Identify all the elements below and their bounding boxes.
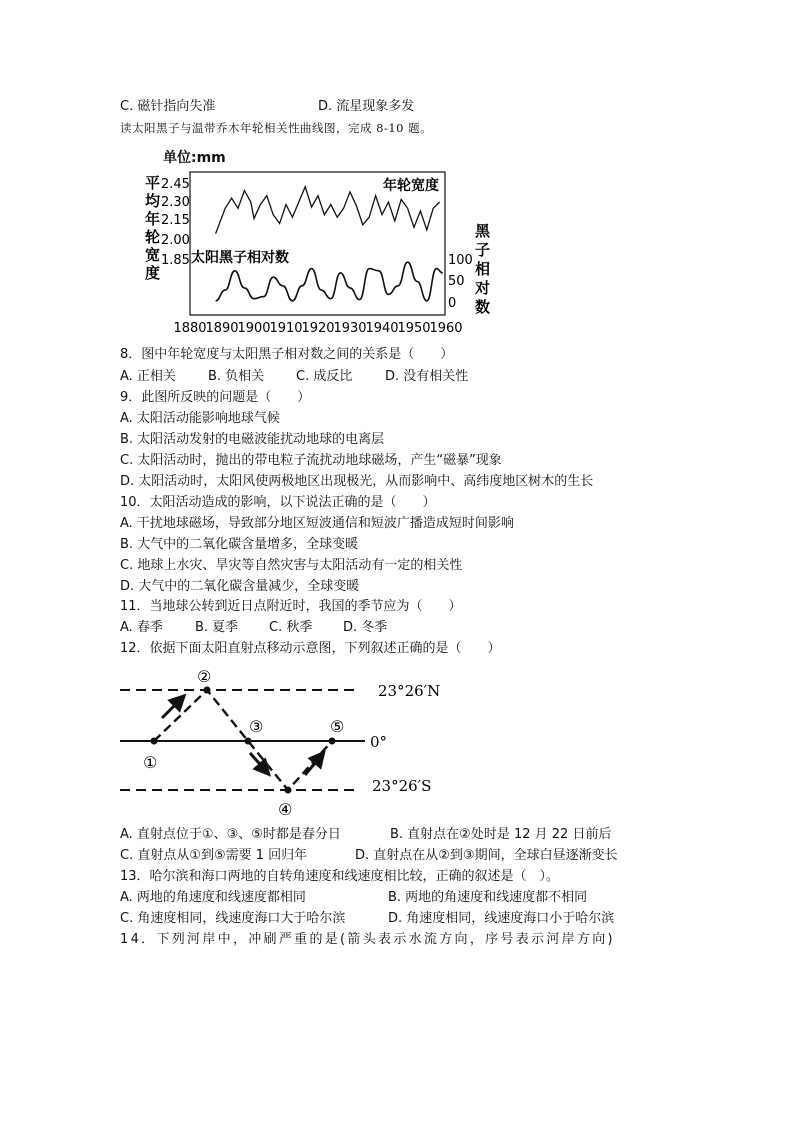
option-b: B. 夏季: [195, 620, 239, 635]
right-axis-char: 对: [475, 279, 491, 297]
point-4-dot: [285, 787, 292, 794]
question-13-options-row2: [120, 910, 615, 928]
question-13: 13．哈尔滨和海口两地的自转角速度和线速度相比较，正确的叙述是（ ）。: [120, 869, 560, 884]
prev-question-options: [120, 98, 415, 116]
question-12-options-row1: [120, 826, 612, 844]
left-axis-char: 平: [145, 174, 161, 192]
right-ticks: [448, 253, 473, 311]
option-a: A. 干扰地球磁场，导致部分地区短波通信和短波广播造成短时间影响: [120, 516, 514, 531]
x-tick: 1940: [365, 321, 399, 336]
x-tick: 1890: [205, 321, 239, 336]
question-13-options-row1: [120, 889, 588, 907]
left-tick: 2.30: [161, 195, 190, 210]
point-1-dot: [151, 738, 158, 745]
point-3-dot: [245, 738, 252, 745]
option-d: D. 没有相关性: [385, 369, 469, 384]
left-axis-char: 度: [145, 264, 161, 282]
option-c: C. 秋季: [269, 620, 313, 635]
subsolar-point-diagram: [120, 660, 460, 825]
option-a: A. 太阳活动能影响地球气候: [120, 411, 280, 426]
question-10: 10．太阳活动造成的影响，以下说法正确的是（ ）: [120, 495, 436, 510]
x-tick: 1910: [269, 321, 303, 336]
left-axis-char: 年: [145, 210, 161, 228]
option-b: B. 太阳活动发射的电磁波能扰动地球的电离层: [120, 432, 385, 447]
left-tick: 2.00: [161, 233, 190, 248]
point-2-dot: [204, 687, 211, 694]
label-equator: 0°: [370, 733, 388, 751]
option-c: C. 直射点从①到⑤需要 1 回归年: [120, 848, 308, 863]
option-c: C. 地球上水灾、旱灾等自然灾害与太阳活动有一定的相关性: [120, 558, 463, 573]
point-5-dot: [329, 738, 336, 745]
option-b: B. 负相关: [208, 369, 265, 384]
x-ticks: [173, 321, 462, 336]
question-9: 9．此图所反映的问题是（ ）: [120, 390, 311, 405]
arrow-1: [162, 700, 180, 718]
left-axis-char: 宽: [145, 246, 161, 264]
arrow-2: [250, 753, 265, 770]
option-a: A. 春季: [120, 620, 163, 635]
option-a: A. 直射点位于①、③、⑤时都是春分日: [120, 827, 341, 842]
x-tick: 1880: [173, 321, 207, 336]
option-c: C. 成反比: [296, 369, 353, 384]
point-2-label: ②: [197, 667, 212, 686]
label-tropic-north: 23°26′N: [378, 682, 441, 700]
left-ticks: [161, 177, 190, 268]
option-d: D. 流星现象多发: [318, 99, 415, 114]
left-tick: 2.15: [161, 213, 190, 228]
point-1-label: ①: [143, 753, 158, 772]
option-d: D. 大气中的二氧化碳含量减少，全球变暖: [120, 579, 360, 594]
sunspot-tree-ring-chart: [135, 142, 495, 342]
option-d: D. 太阳活动时，太阳风使两极地区出现极光，从而影响中、高纬度地区树木的生长: [120, 474, 594, 489]
question-8-options: [120, 368, 469, 386]
label-tropic-south: 23°26′S: [372, 777, 432, 795]
option-b: B. 直射点在②处时是 12 月 22 日前后: [390, 827, 612, 842]
question-14: 14．下列河岸中，冲刷严重的是(箭头表示水流方向，序号表示河岸方向): [120, 932, 615, 947]
option-d: D. 直射点在从②到③期间，全球白昼逐渐变长: [355, 848, 618, 863]
question-8: 8．图中年轮宽度与太阳黑子相对数之间的关系是（ ）: [120, 347, 454, 362]
left-axis-char: 轮: [145, 228, 161, 246]
right-axis-char: 黑: [475, 222, 491, 240]
right-axis-label: [474, 222, 491, 316]
question-11-options: [120, 619, 388, 637]
arrow-3: [305, 757, 320, 775]
sunspot-line: [216, 262, 443, 301]
point-3-label: ③: [249, 717, 264, 736]
left-axis-char: 均: [145, 192, 161, 210]
point-4-label: ④: [278, 800, 293, 819]
x-tick: 1920: [301, 321, 335, 336]
option-a: A. 两地的角速度和线速度都相同: [120, 890, 306, 905]
option-c: C. 太阳活动时，抛出的带电粒子流扰动地球磁场，产生“磁暴”现象: [120, 453, 502, 468]
option-c: C. 角速度相同，线速度海口大于哈尔滨: [120, 911, 346, 926]
question-12: 12．依据下面太阳直射点移动示意图，下列叙述正确的是（ ）: [120, 641, 501, 656]
option-d: D. 角速度相同，线速度海口小于哈尔滨: [388, 911, 615, 926]
reading-intro: 读太阳黑子与温带乔木年轮相关性曲线图，完成 8-10 题。: [120, 121, 433, 135]
right-axis-char: 相: [475, 260, 491, 278]
x-tick: 1960: [429, 321, 463, 336]
left-tick: 2.45: [161, 177, 190, 192]
right-axis-char: 数: [475, 298, 491, 316]
left-tick: 1.85: [161, 253, 190, 268]
x-tick: 1950: [397, 321, 431, 336]
right-tick: 50: [448, 274, 465, 289]
x-tick: 1900: [237, 321, 271, 336]
right-tick: 100: [448, 253, 473, 268]
left-axis-label: [145, 174, 161, 282]
unit-label: 单位:mm: [163, 150, 226, 166]
option-b: B. 两地的角速度和线速度都不相同: [388, 890, 588, 905]
question-12-options-row2: [120, 847, 618, 865]
x-tick: 1930: [333, 321, 367, 336]
right-tick: 0: [448, 296, 457, 311]
option-c: C. 磁针指向失准: [120, 99, 216, 114]
option-b: B. 大气中的二氧化碳含量增多，全球变暖: [120, 537, 359, 552]
option-a: A. 正相关: [120, 369, 176, 384]
series-label-sunspot: 太阳黑子相对数: [191, 250, 289, 266]
right-axis-char: 子: [475, 241, 491, 259]
point-5-label: ⑤: [330, 717, 345, 736]
option-d: D. 冬季: [343, 620, 388, 635]
question-11: 11．当地球公转到近日点附近时，我国的季节应为（ ）: [120, 599, 462, 614]
series-label-tree-ring: 年轮宽度: [383, 178, 439, 194]
